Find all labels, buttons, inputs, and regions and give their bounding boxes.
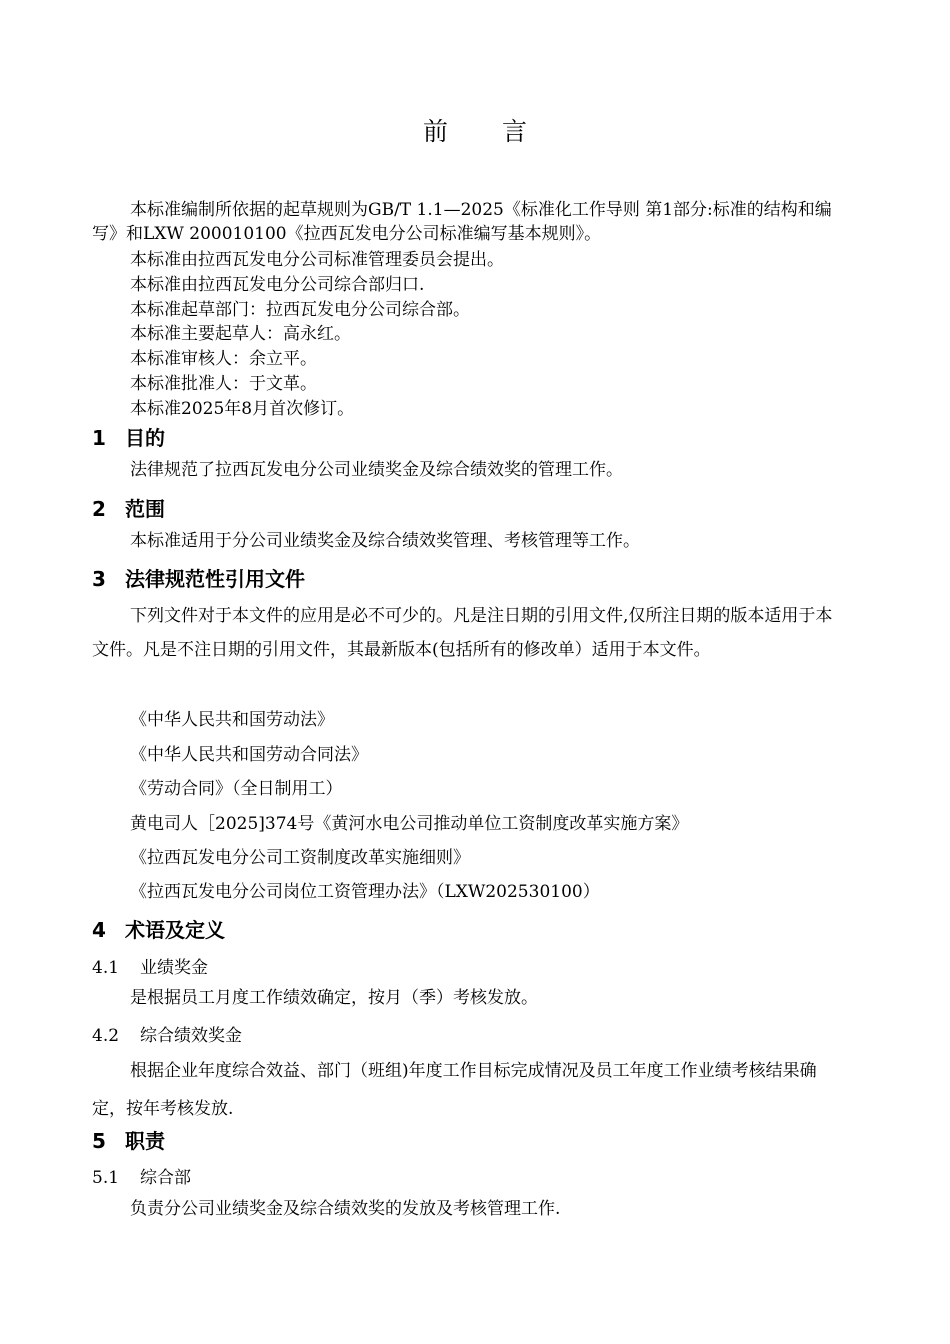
reference-item: 《拉西瓦发电分公司工资制度改革实施细则》 bbox=[130, 848, 470, 868]
section-heading-purpose bbox=[92, 422, 165, 451]
section-text: 本标准适用于分公司业绩奖金及综合绩效奖管理、考核管理等工作。 bbox=[130, 531, 640, 551]
subsection-number: 4.2 bbox=[92, 1026, 120, 1046]
subsection-number: 4.1 bbox=[92, 958, 120, 978]
reference-item: 《拉西瓦发电分公司岗位工资管理办法》（LXW202530100） bbox=[130, 882, 600, 902]
subsection-title: 综合部 bbox=[140, 1168, 191, 1188]
foreword-line: 本标准起草部门：拉西瓦发电分公司综合部。 bbox=[130, 300, 470, 320]
subsection-heading bbox=[92, 1021, 242, 1046]
subsection-number: 5.1 bbox=[92, 1168, 120, 1188]
section-heading-scope bbox=[92, 493, 165, 522]
section-paragraph: 下列文件对于本文件的应用是必不可少的。凡是注日期的引用文件,仅所注日期的版本适用于本文件。凡是不注日期的引用文件，其最新版本(包括所有的修改单）适用于本文件。 bbox=[92, 606, 833, 660]
section-number: 5 bbox=[92, 1129, 106, 1153]
subsection-heading bbox=[92, 1163, 191, 1188]
section-title: 法律规范性引用文件 bbox=[125, 567, 305, 591]
subsection-title: 综合绩效奖金 bbox=[140, 1026, 242, 1046]
section-heading-references bbox=[92, 563, 305, 592]
section-title: 术语及定义 bbox=[125, 918, 225, 942]
section-number: 2 bbox=[92, 497, 106, 521]
reference-item: 《中华人民共和国劳动合同法》 bbox=[130, 745, 368, 765]
reference-item: 《劳动合同》（全日制用工） bbox=[130, 779, 343, 799]
subsection-text: 负责分公司业绩奖金及综合绩效奖的发放及考核管理工作. bbox=[130, 1199, 561, 1219]
foreword-line: 本标准由拉西瓦发电分公司综合部归口. bbox=[130, 275, 425, 295]
foreword-line: 本标准由拉西瓦发电分公司标准管理委员会提出。 bbox=[130, 250, 504, 270]
foreword-line: 本标准审核人：余立平。 bbox=[130, 349, 317, 369]
reference-item: 黄电司人［2025]374号《黄河水电公司推动单位工资制度改革实施方案》 bbox=[130, 814, 689, 834]
section-title: 目的 bbox=[125, 426, 165, 450]
subsection-text: 是根据员工月度工作绩效确定，按月（季）考核发放。 bbox=[130, 988, 538, 1008]
foreword-line: 本标准主要起草人：高永红。 bbox=[130, 324, 351, 344]
subsection-title: 业绩奖金 bbox=[140, 958, 208, 978]
foreword-line: 本标准2025年8月首次修订。 bbox=[130, 399, 355, 419]
subsection-heading bbox=[92, 953, 208, 978]
section-title: 职责 bbox=[125, 1129, 165, 1153]
subsection-paragraph: 根据企业年度综合效益、部门（班组)年度工作目标完成情况及员工年度工作业绩考核结果确定，按年考核发放. bbox=[92, 1061, 817, 1119]
foreword-paragraph: 本标准编制所依据的起草规则为GB/T 1.1—2025《标准化工作导则 第1部分:标准的结构和编写》和LXW 200010100《拉西瓦发电分公司标准编写基本规则》。 bbox=[92, 200, 832, 244]
section-number: 3 bbox=[92, 567, 106, 591]
section-number: 1 bbox=[92, 426, 106, 450]
section-title: 范围 bbox=[125, 497, 165, 521]
section-text: 法律规范了拉西瓦发电分公司业绩奖金及综合绩效奖的管理工作。 bbox=[130, 460, 623, 480]
section-number: 4 bbox=[92, 918, 106, 942]
section-heading-responsibilities bbox=[92, 1125, 165, 1154]
reference-item: 《中华人民共和国劳动法》 bbox=[130, 710, 334, 730]
section-heading-terms bbox=[92, 914, 225, 943]
foreword-line: 本标准批准人：于文革。 bbox=[130, 374, 317, 394]
page-title: 前言 bbox=[422, 117, 581, 146]
